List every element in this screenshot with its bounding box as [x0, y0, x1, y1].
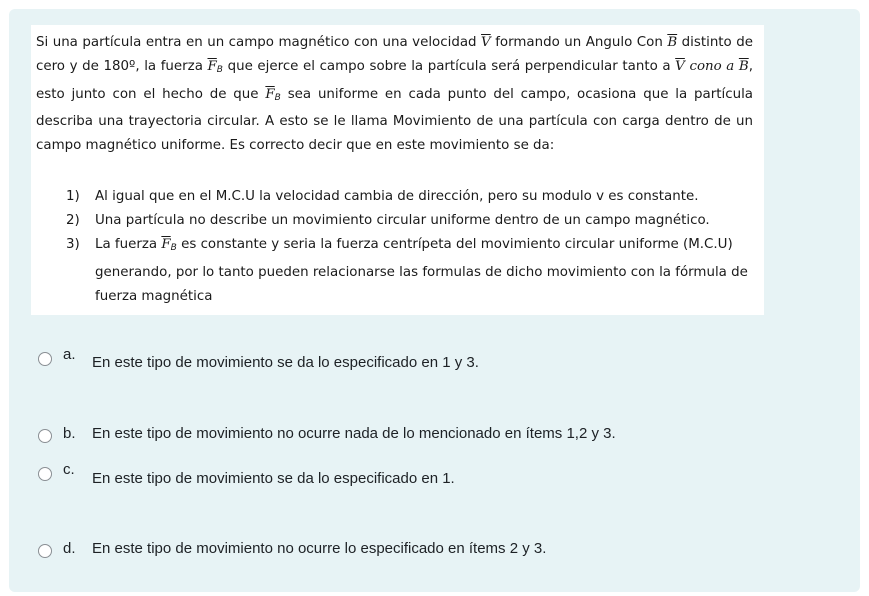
- radio-button[interactable]: [38, 352, 52, 366]
- option-letter: b.: [63, 425, 76, 442]
- field-symbol: $\overline{B}$: [667, 35, 678, 50]
- radio-button[interactable]: [38, 544, 52, 558]
- list-item: 2) Una partícula no describe un movimiento circular uniforme dentro de un campo magnético.: [66, 213, 710, 229]
- radio-button[interactable]: [38, 467, 52, 481]
- option-text[interactable]: En este tipo de movimiento se da lo especificado en 1 y 3.: [92, 354, 479, 371]
- list-item: 1) Al igual que en el M.C.U la velocidad cambia de dirección, pero su modulo v es constante.: [66, 189, 699, 204]
- velocity-symbol: $\overline{V}$: [481, 35, 491, 50]
- option-letter: c.: [63, 461, 75, 478]
- option-text[interactable]: En este tipo de movimiento se da lo especificado en 1.: [92, 470, 455, 487]
- force-symbol: $\overline{F}$: [207, 58, 217, 74]
- option-letter: d.: [63, 540, 76, 557]
- option-text[interactable]: En este tipo de movimiento no ocurre nada de lo mencionado en ítems 1,2 y 3.: [92, 425, 616, 442]
- list-item: 3) La fuerza $\overline{F}_B$ es constante y seria la fuerza centrípeta del movimiento circular uniforme (M.C.U) generando, por lo tanto pueden relacionarse las formulas de dicho movimiento con la fórmula de fuerza magnética: [66, 237, 748, 304]
- question-text: Si una partícula entra en un campo magnético con una velocidad $\overline{V}$ formando un Angulo Con $\overline{B}$ distinto de cero y de 180º, la fuerza $\overline{F}_B$ que ejerce el campo sobre la partícula será perpendicular tanto a $\overline{V}$ cono a $\overline{B}$, esto junto con el hecho de que $\overline{F}_B$ sea uniforme en cada punto del campo, ocasiona que la partícula describa una trayectoria circular. A esto se le llama Movimiento de una partícula con carga dentro de un campo magnético uniforme. Es correcto decir que en este movimiento se da:: [36, 35, 753, 154]
- option-text[interactable]: En este tipo de movimiento no ocurre lo especificado en ítems 2 y 3.: [92, 540, 547, 557]
- option-letter: a.: [63, 346, 76, 363]
- statement-list: [66, 185, 756, 309]
- radio-button[interactable]: [38, 429, 52, 443]
- question-content: [31, 25, 764, 315]
